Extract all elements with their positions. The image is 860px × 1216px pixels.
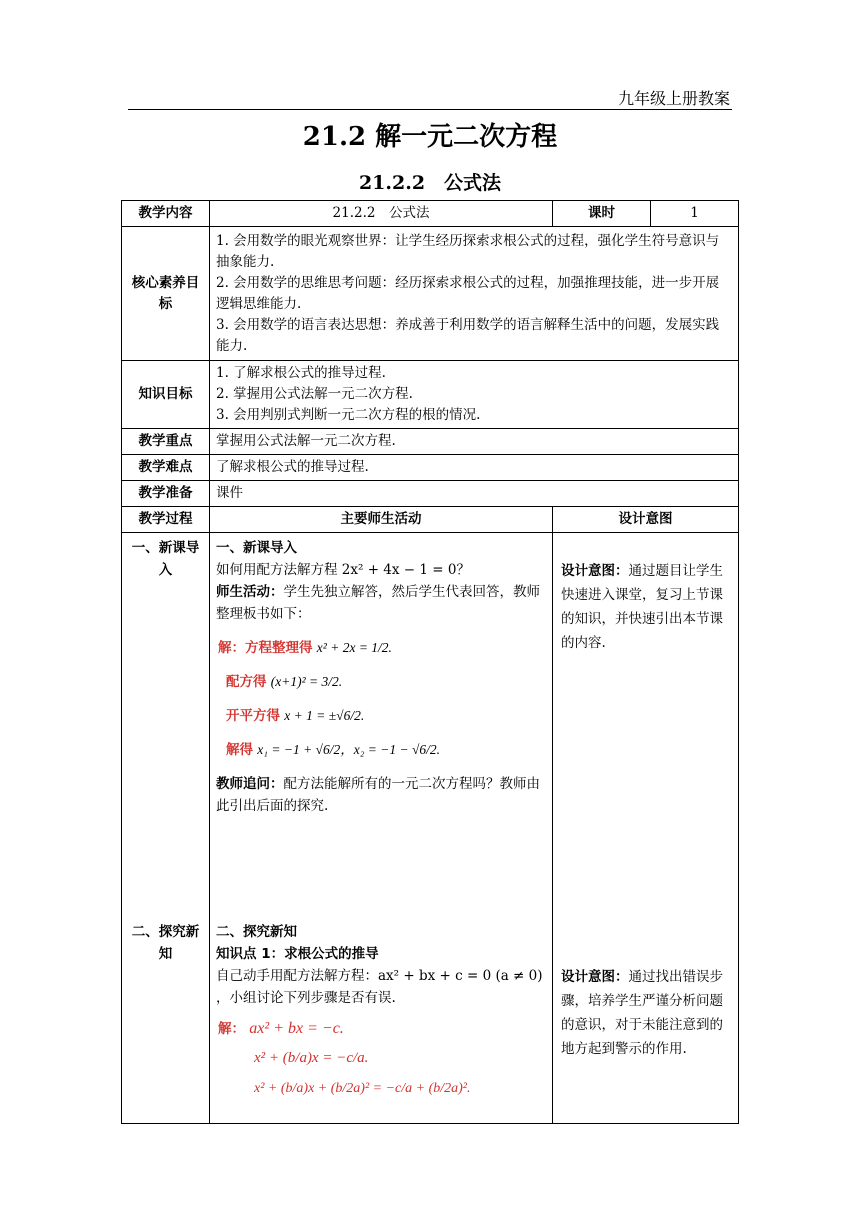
label-core-literacy: 核心素养目标	[122, 227, 210, 361]
label-class-hours: 课时	[553, 201, 651, 227]
label-teaching-content: 教学内容	[122, 201, 210, 227]
section1-activity	[216, 537, 546, 817]
value-teaching-content: 21.2.2 公式法	[210, 201, 553, 227]
header-divider	[128, 109, 732, 110]
knowledge-item: 3. 会用判别式判断一元二次方程的根的情况.	[216, 407, 481, 423]
step2-label: 配方得	[226, 674, 267, 690]
header-process: 教学过程	[122, 507, 210, 533]
step2-math: (x+1)² = 3/2.	[270, 674, 343, 689]
lesson-plan-table	[121, 200, 739, 1124]
solution-step-2	[218, 665, 546, 699]
intent2-label: 设计意图：	[561, 969, 629, 985]
page-subtitle: 21.2.2 公式法	[358, 172, 502, 194]
followup-label: 教师追问：	[216, 776, 284, 792]
page-title: 21.2 解一元二次方程	[302, 122, 558, 152]
knowledge-goals-list	[210, 361, 739, 429]
process-labels	[122, 533, 210, 1124]
row-process-body	[122, 533, 739, 1124]
section2-solution	[218, 1015, 546, 1104]
row-core-literacy	[122, 227, 739, 361]
activity-body: 学生先独立解答，然后学生代表回答，教师整理板书如下：	[216, 584, 540, 622]
header-intent: 设计意图	[553, 507, 739, 533]
s2-line-3	[218, 1073, 546, 1104]
section1-activity-text	[216, 581, 546, 625]
core-item: 3. 会用数学的语言表达思想：养成善于利用数学的语言解释生活中的问题，发展实践能力.	[216, 316, 720, 354]
label-difficult-points: 教学难点	[122, 455, 210, 481]
intent2-body: 通过找出错误步骤，培养学生严谨分析问题的意识，对于未能注意到的地方起到警示的作用.	[561, 969, 724, 1057]
section2-intent	[561, 965, 730, 1061]
solution-step-4	[218, 733, 546, 767]
row-column-headers	[122, 507, 739, 533]
intent-cell	[553, 533, 739, 1124]
section1-intent	[561, 559, 730, 655]
s2-solution-label: 解：	[218, 1021, 245, 1037]
label-preparation: 教学准备	[122, 481, 210, 507]
s2-math-2: x² + (b/a)x = −c/a.	[254, 1050, 369, 1066]
step4-math: x₁ = −1 + √6/2，x₂ = −1 − √6/2.	[257, 742, 441, 757]
core-item: 1. 会用数学的眼光观察世界：让学生经历探索求根公式的过程，强化学生符号意识与抽象能力.	[216, 232, 720, 270]
section1-question: 如何用配方法解方程 2x² + 4x − 1 = 0？	[216, 562, 470, 578]
s2-math-1: ax² + bx = −c.	[249, 1020, 344, 1037]
solution-step-1	[218, 631, 546, 665]
process-label-explore: 二、探究新知	[131, 924, 200, 962]
row-preparation	[122, 481, 739, 507]
core-item: 2. 会用数学的思维思考问题：经历探索求根公式的过程，加强推理技能，进一步开展逻辑思维能力.	[216, 274, 720, 312]
solution-step-3	[218, 699, 546, 733]
header-activity: 主要师生活动	[210, 507, 553, 533]
row-knowledge-goals	[122, 361, 739, 429]
step1-label: 解：方程整理得	[218, 640, 313, 656]
s2-math-3: x² + (b/a)x + (b/2a)² = −c/a + (b/2a)².	[254, 1081, 471, 1096]
section1-solution	[218, 631, 546, 767]
value-difficult-points: 了解求根公式的推导过程.	[210, 455, 739, 481]
section2-task: 自己动手用配方法解方程：ax² + bx + c = 0 (a ≠ 0) ，小组讨论下列步骤是否有误.	[216, 968, 543, 1006]
section2-heading: 二、探究新知	[216, 924, 297, 940]
s2-line-2	[218, 1043, 546, 1073]
value-preparation: 课件	[210, 481, 739, 507]
label-key-points: 教学重点	[122, 429, 210, 455]
grade-header: 九年级上册教案	[617, 89, 730, 108]
step4-label: 解得	[226, 742, 253, 758]
value-class-hours: 1	[651, 201, 739, 227]
section2-knowledge-point: 知识点 1：求根公式的推导	[216, 946, 379, 962]
row-difficult-points	[122, 455, 739, 481]
knowledge-item: 1. 了解求根公式的推导过程.	[216, 365, 386, 381]
activity-cell	[210, 533, 553, 1124]
followup-body: 配方法能解所有的一元二次方程吗？教师由此引出后面的探究.	[216, 776, 540, 814]
knowledge-item: 2. 掌握用公式法解一元二次方程.	[216, 386, 413, 402]
row-teaching-content	[122, 201, 739, 227]
process-label-intro: 一、新课导入	[131, 540, 200, 578]
label-knowledge-goals: 知识目标	[122, 361, 210, 429]
section2-activity	[216, 921, 546, 1110]
s2-line-1	[218, 1015, 546, 1043]
step1-math: x² + 2x = 1/2.	[316, 640, 392, 655]
step3-label: 开平方得	[226, 708, 280, 724]
core-literacy-list	[210, 227, 739, 361]
activity-label: 师生活动：	[216, 584, 284, 600]
section1-heading: 一、新课导入	[216, 540, 297, 556]
intent1-label: 设计意图：	[561, 563, 629, 579]
intent1-body: 通过题目让学生快速进入课堂，复习上节课的知识，并快速引出本节课的内容.	[561, 563, 724, 651]
step3-math: x + 1 = ±√6/2.	[284, 708, 365, 723]
section1-followup	[216, 773, 546, 817]
row-key-points	[122, 429, 739, 455]
value-key-points: 掌握用公式法解一元二次方程.	[210, 429, 739, 455]
